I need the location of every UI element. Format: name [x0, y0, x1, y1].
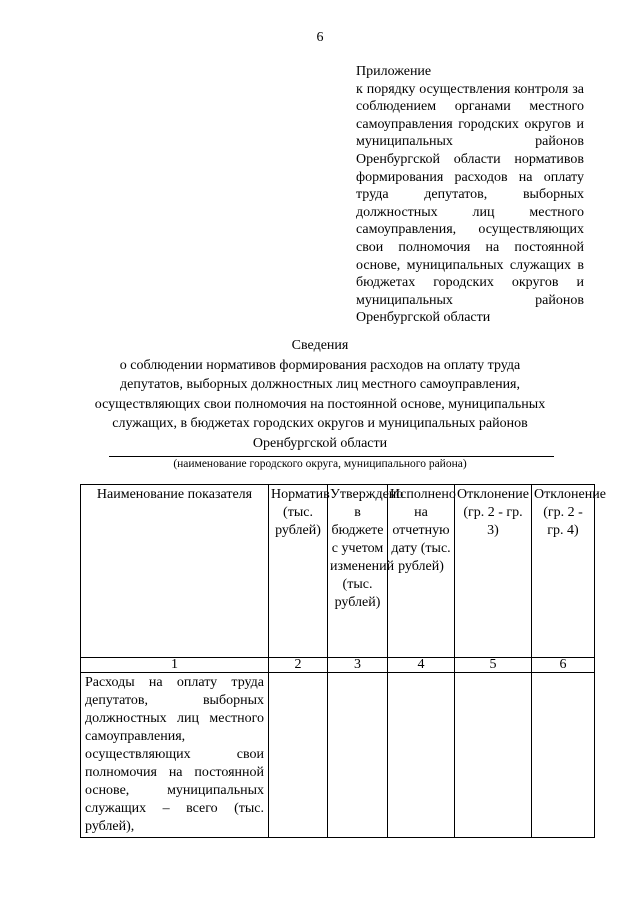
- municipality-caption: (наименование городского округа, муниципального района): [173, 458, 467, 470]
- table-cell: [328, 673, 388, 838]
- column-number-row: [81, 658, 595, 673]
- table-header-cell: Утверждено в бюджете с учетом изменений (тыс. рублей): [328, 485, 388, 658]
- table-header-row: [81, 485, 595, 658]
- heading-title: Сведения: [291, 338, 349, 353]
- table-header-cell: Отклонение (гр. 2 - гр. 3): [455, 485, 532, 658]
- column-number: 5: [455, 658, 532, 673]
- column-number: 3: [328, 658, 388, 673]
- table-header-cell: Наименование показателя: [81, 485, 269, 658]
- table-header-cell: Норматив (тыс. рублей): [269, 485, 328, 658]
- table-cell: [388, 673, 455, 838]
- column-number: 6: [532, 658, 595, 673]
- table-header-cell: Отклонение (гр. 2 - гр. 4): [532, 485, 595, 658]
- table-cell: [455, 673, 532, 838]
- heading-subtitle: о соблюдении нормативов формирования расходов на оплату труда депутатов, выборных должностных лиц местного самоуправления, осуществляющих свои полномочия на постоянной основе, муниципальных служащих, в бюджетах городских округов и муниципальных районов Оренбургской области: [94, 357, 546, 451]
- table-header-cell: Исполнено на отчетную дату (тыс. рублей): [388, 485, 455, 658]
- table-cell: [269, 673, 328, 838]
- row-label: Расходы на оплату труда депутатов, выборных должностных лиц местного самоуправления, осуществляющих свои полномочия на постоянной основе, муниципальных служащих – всего (тыс. рублей),: [81, 673, 269, 838]
- appendix-text: к порядку осуществления контроля за соблюдением органами местного самоуправления городских округов и муниципальных районов Оренбургской области нормативов формирования расходов на оплату труда депутатов, выборных должностных лиц местного самоуправления, осуществляющих свои полномочия на постоянной основе, муниципальных служащих в бюджетах городских округов и муниципальных районов Оренбургской области: [356, 81, 584, 326]
- table-cell: [532, 673, 595, 838]
- column-number: 4: [388, 658, 455, 673]
- document-heading: [0, 336, 640, 453]
- appendix-title: Приложение: [356, 64, 432, 79]
- column-number: 2: [269, 658, 328, 673]
- appendix-block: [356, 63, 584, 327]
- column-number: 1: [81, 658, 269, 673]
- municipality-name-line: [109, 456, 554, 457]
- page-number: 6: [316, 30, 324, 45]
- report-table: [80, 484, 606, 838]
- table-row: [81, 673, 595, 838]
